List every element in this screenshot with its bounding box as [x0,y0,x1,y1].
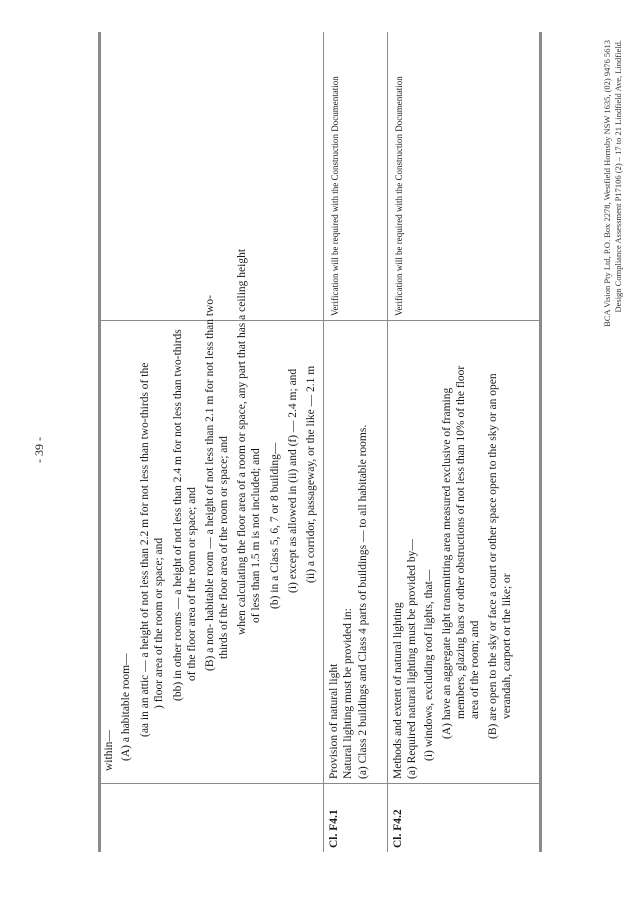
clause-ref-cell [101,783,323,852]
text-line: within— [103,730,115,771]
compliance-table [98,32,542,852]
text-line: of the floor area of the room or space; and [186,487,198,681]
page-number: - 39 - [32,437,46,463]
verification-note: Verification will be required with the Construction Documentation [394,76,404,316]
table-row [101,32,323,852]
verification-cell [324,32,388,320]
table-row [323,32,388,852]
text-line: (a) Class 2 buildings and Class 4 parts of buildings — to all habitable rooms. [357,424,369,779]
text-line: (bb) in other rooms — a height of not less than 2.4 m for not less than two-thirds [172,329,184,701]
verification-cell [388,32,540,320]
text-line: (i) windows, excluding roof lights, that— [423,569,435,761]
section-heading: Provision of natural light [328,663,340,779]
text-line: (A) a habitable room— [120,653,132,761]
text-line: (aa in an attic — a height of not less than 2.2 m for not less than two-thirds of the [139,362,151,737]
text-line: members, glazing bars or other obstructions of not less than 10% of the floor [455,365,467,719]
text-line: Natural lighting must be provided in: [342,608,354,779]
section-heading: Methods and extent of natural lighting [392,602,404,779]
text-line: ) floor area of the room or space; and [153,537,165,709]
clause-ref-cell [388,783,540,852]
clause-ref: Cl. F4.1 [328,809,340,848]
text-line: when calculating the floor area of a room or space, any part that has a ceiling height [236,248,248,635]
footer-project: Design Compliance Assessment P17106 (2) – 17 to 21 Lindfield Ave, Lindfield. [613,40,623,313]
table-row [387,32,540,852]
text-line: (A) have an aggregate light transmitting area measured exclusive of framing [441,387,453,739]
text-line: (ii) a corridor, passageway, or the like — 2.1 m [305,365,317,583]
page-footer [602,40,624,327]
requirement-cell [101,248,323,783]
clause-ref-cell [324,783,388,852]
requirement-cell [324,320,388,783]
text-line: area of the room; and [469,620,481,719]
footer-address: BCA Vision Pty Ltd, P.O. Box 2278, Westfield Hornsby NSW 1635, (02) 9476 5613 [602,40,612,327]
text-line: thirds of the floor area of the room or space; and [218,436,230,659]
verification-cell [101,32,323,320]
text-line: (B) are open to the sky or face a court or other space open to the sky or an open [487,373,499,739]
verification-note: Verification will be required with the Construction Documentation [330,76,340,316]
clause-ref: Cl. F4.2 [392,809,404,848]
text-line: verandah, carport or the like; or [501,573,513,719]
text-line: of less than 1.5 m is not included; and [250,448,262,623]
requirement-cell [388,320,540,783]
text-line: (i) except as allowed in (ii) and (f) — 2.4 m; and [287,368,299,593]
text-line: (a) Required natural lighting must be provided by— [406,539,418,779]
text-line: (b) in a Class 5, 6, 7 or 8 building— [269,442,281,609]
text-line: (B) a non- habitable room — a height of not less than 2.1 m for not less than two- [204,295,216,671]
